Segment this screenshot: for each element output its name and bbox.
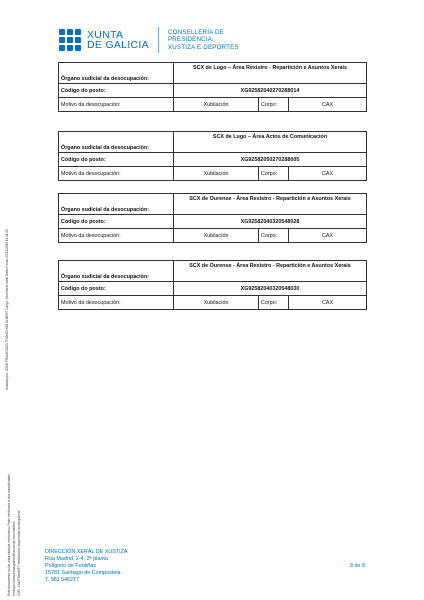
xunta-logo [59,27,239,53]
department-name [168,29,239,51]
logo-line-2: DE GALICIA [87,39,149,51]
vacancy-table-2 [58,131,367,181]
verification-text-1: Este documento inclúe unha sinatura electrónica. Pode verificarse a súa autenticidade [7,474,11,596]
motivo-label: Motivo da desocupación: [59,98,174,112]
motivo-label: Motivo da desocupación: [59,296,174,310]
organo-label: Órgano xudicial da desocupación: [59,194,174,215]
organo-label: Órgano xudicial da desocupación: [59,132,174,153]
page-number: 8 de 8 [350,563,365,569]
footer-street: Rúa Madrid, 2-4, 2ª planta [45,556,108,562]
codigo-value: XG92582050270288005 [174,153,367,167]
verification-text-3: CVE: 1Jw0T1mwNF7 Verificación: https://sede.xunta.gal/cve [17,510,21,596]
footer-area: Polígono de Fontiñas [45,563,96,569]
motivo-label: Motivo da desocupación: [59,229,174,243]
organo-label: Órgano xudicial da desocupación: [59,63,174,84]
organo-value: SCX de Ourense - Área Rexistro - Repartición e Asuntos Xerais [174,194,367,215]
motivo-value: Xubilación [174,167,259,181]
organo-value: SCX de Ourense - Área Rexistro - Repartición e Asuntos Xerais [174,261,367,282]
dept-line-1: CONSELLERÍA DE [167,29,225,37]
dept-line-3: XUSTIZA E DEPORTES [167,43,239,51]
footer-phone: T. 981 546217 [45,577,80,583]
organo-value: SCX de Lugo – Área Actos de Comunicación [174,132,367,153]
motivo-label: Motivo da desocupación: [59,167,174,181]
vacancy-table-3 [58,193,367,243]
corpo-value: CAX [289,167,367,181]
codigo-value: XG92582040320548028 [174,215,367,229]
dept-line-2: PRESIDENCIA, [167,36,215,44]
footer-city: 15781 Santiago de Compostela [45,570,121,576]
codigo-label: Código do posto: [59,282,174,296]
codigo-value: XG92582040320548030 [174,282,367,296]
corpo-label: Corpo: [259,167,289,181]
corpo-label: Corpo: [259,296,289,310]
vacancy-table-1 [58,62,367,112]
verification-text-2: en https://www.xunta.gal/verificacion-de-documentos [12,521,16,596]
footer-title: DIRECCIÓN XERAL DE XUSTIZA [45,549,128,555]
codigo-label: Código do posto: [59,153,174,167]
logo-divider [158,27,159,53]
motivo-value: Xubilación [174,296,259,310]
codigo-label: Código do posto: [59,215,174,229]
organo-label: Órgano xudicial da desocupación: [59,261,174,282]
xunta-cross-icon [59,29,81,51]
codigo-label: Código do posto: [59,84,174,98]
corpo-value: CAX [289,296,367,310]
codigo-value: XG92582040270288014 [174,84,367,98]
motivo-value: Xubilación [174,98,259,112]
corpo-value: CAX [289,229,367,243]
logo-line-1: XUNTA [87,29,124,41]
corpo-value: CAX [289,98,367,112]
corpo-label: Corpo: [259,98,289,112]
footer-address [45,549,127,584]
corpo-label: Corpo: [259,229,289,243]
signature-side-text: Asinado por: JOSE FRANCISCO TROMCHON ALBERT Cargo: Secretario xeral Data e hora: 05/11/2025 11:41:55 [5,228,9,390]
motivo-value: Xubilación [174,229,259,243]
logo-wordmark [87,30,149,50]
organo-value: SCX de Lugo – Área Rexistro - Repartición e Asuntos Xerais [174,63,367,84]
vacancy-table-4 [58,260,367,310]
